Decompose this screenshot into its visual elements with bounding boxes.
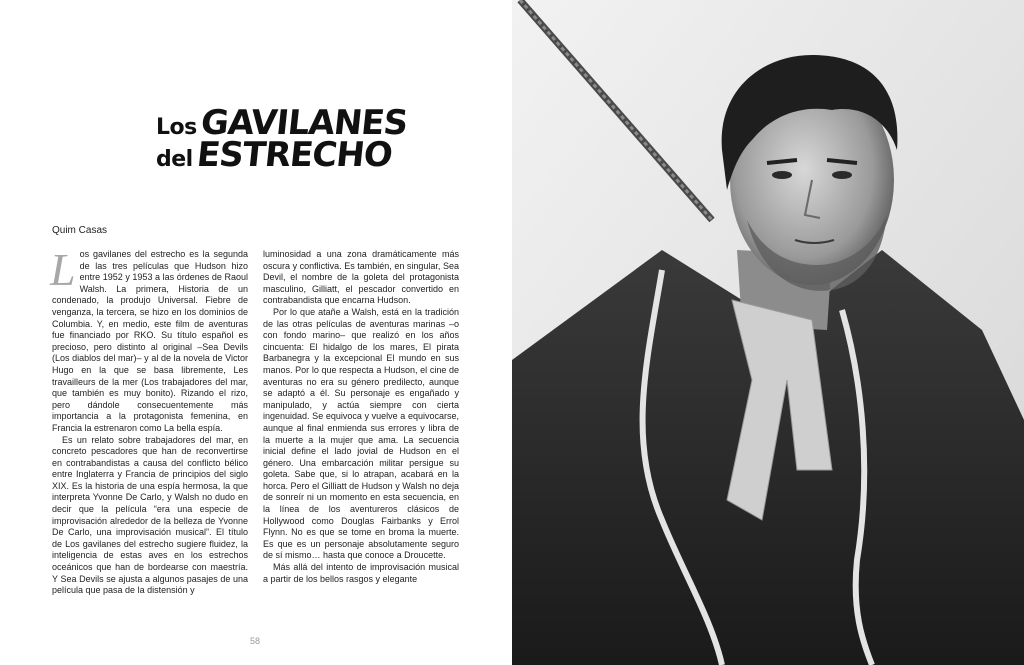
drop-cap: L	[50, 244, 76, 295]
photo-page	[512, 0, 1024, 665]
left-eye	[772, 171, 792, 179]
title-line-2	[156, 135, 394, 175]
portrait-photo	[512, 0, 1024, 665]
paragraph	[50, 244, 248, 435]
page-number: 58	[250, 636, 261, 646]
paragraph: luminosidad a una zona dramáticamente más oscura y conflictiva. Es también, en singular, Sea Devil, el nombre de la goleta del protagonista masculino, Gilliatt, el pescador convertido en contrabandista que encarna Hudson.	[263, 249, 459, 306]
title-word-gavilanes: GAVILANES	[198, 103, 409, 143]
author-byline: Quim Casas	[52, 225, 108, 236]
title-word-del: del	[156, 147, 193, 172]
paragraph: Es un relato sobre trabajadores del mar, en concreto pescadores que han de reconvertirse en contrabandistas a causa del conflicto bélico entre Inglaterra y Francia de principios del siglo XIX. Es la historia de una espía hermosa, la que interpreta Yvonne De Carlo, y Walsh no dudo en decir que la película “era una especie de improvisación alrededor de la belleza de Yvonne De Carlo, una improvisación musical”. El título de Los gavilanes del estrecho sugiere fluidez, la inteligencia de estas aves en los estrechos oceánicos que han de bordearse con maestría. Y Sea Devils se ajusta a algunos pasajes de una película que pasa de la distensión y	[52, 434, 248, 596]
title-word-estrecho: ESTRECHO	[194, 135, 394, 175]
article-title	[156, 103, 409, 175]
text-column-2	[263, 249, 459, 585]
right-eye	[832, 171, 852, 179]
paragraph-text: os gavilanes del estrecho es la segunda de las tres películas que Hudson hizo entre 1952 y 1953 a las órdenes de Raoul Walsh. La primera, Historia de un condenado, la produjo Universal. Fiebre de venganza, la tercera, se hizo en los dominios de Columbia. Y, en medio, este film de aventuras fue financiado por RKO. Su título español es precioso, pero distinto al original –Sea Devils (Los diablos del mar)– y al de la novela de Victor Hugo en la que se basa libremente, Les travailleurs de la mer (Los trabajadores del mar, que también es muy bonito). Rizando el rizo, pero dándole consecuentemente más importancia a la protagonista femenina, en Francia la estrenaron como La bella espía.	[52, 249, 248, 433]
paragraph: Por lo que atañe a Walsh, está en la tradición de las otras películas de aventuras marinas –o con fondo marino– que realizó en los años cincuenta: El hidalgo de los mares, El pirata Barbanegra y la excepcional El mundo en sus manos. Por lo que respecta a Hudson, el cine de aventuras no era su género predilecto, aunque se adaptó a él. Su personaje es engañado y manipulado, y actúa siempre con cierta ingenuidad. Se equivoca y vuelve a equivocarse, aunque al final enmienda sus errores y libra de la muerte a la mujer que ama. La secuencia inicial define el lado jovial de Hudson en el género. Una embarcación militar persigue su goleta. Sabe que, si lo atrapan, acabará en la horca. Pero el Gilliatt de Hudson y Walsh no deja de sonreír ni un momento en esta secuencia, en la línea de los aventureros clásicos de Hollywood como Douglas Fairbanks y Errol Flynn. No es que se tome en broma la muerte. Es que es un personaje absolutamente seguro de sí mismo… hasta que conoce a Droucette.	[263, 306, 459, 561]
text-column-1	[50, 244, 248, 597]
title-word-los: Los	[156, 115, 197, 140]
paragraph: Más allá del intento de improvisación musical a partir de los bellos rasgos y elegante	[263, 562, 459, 584]
